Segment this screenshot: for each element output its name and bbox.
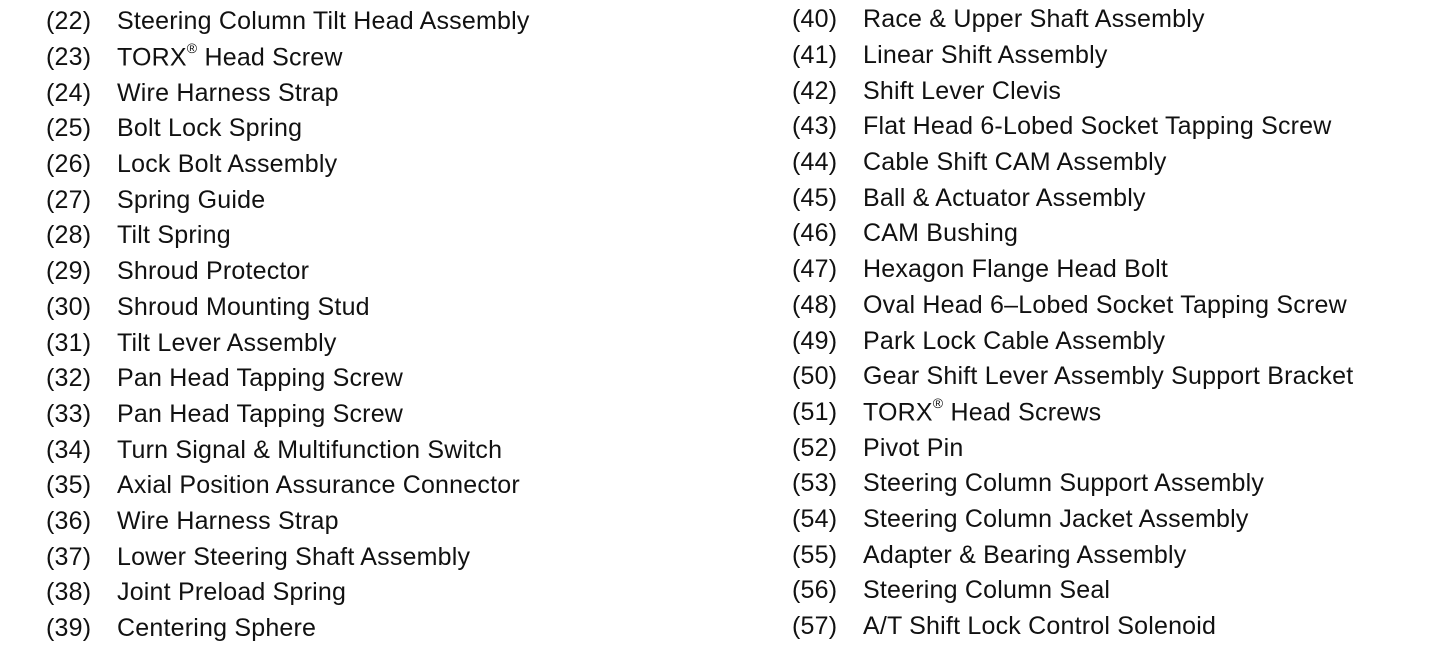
item-number: (44) <box>792 148 838 177</box>
item-label: Lock Bolt Assembly <box>117 150 338 179</box>
item-number: (42) <box>792 76 838 105</box>
item-number: (41) <box>792 41 838 70</box>
item-number: (35) <box>46 471 92 500</box>
item-number: (24) <box>46 78 92 107</box>
item-label: Wire Harness Strap <box>117 78 339 107</box>
item-number: (47) <box>792 255 838 284</box>
item-number: (52) <box>792 433 838 462</box>
item-number: (23) <box>46 43 92 72</box>
legend-item <box>46 218 746 254</box>
item-number: (34) <box>46 435 92 464</box>
item-number: (45) <box>792 183 838 212</box>
legend-item <box>46 111 746 147</box>
legend-item <box>46 361 746 397</box>
item-number: (40) <box>792 5 838 34</box>
item-label: Spring Guide <box>117 185 266 214</box>
legend-item <box>792 430 1452 466</box>
item-number: (46) <box>792 219 838 248</box>
parts-legend-right-column <box>792 2 1452 644</box>
legend-item <box>792 2 1452 38</box>
item-number: (53) <box>792 469 838 498</box>
item-label: Shift Lever Clevis <box>863 76 1062 105</box>
legend-item <box>46 397 746 433</box>
item-label: Lower Steering Shaft Assembly <box>117 542 471 571</box>
item-label: Park Lock Cable Assembly <box>863 326 1166 355</box>
legend-item <box>46 468 746 504</box>
item-number: (55) <box>792 540 838 569</box>
legend-item <box>792 73 1452 109</box>
legend-item <box>46 75 746 111</box>
item-number: (36) <box>46 506 92 535</box>
legend-item <box>792 502 1452 538</box>
item-label: Steering Column Seal <box>863 576 1111 605</box>
legend-item <box>46 611 746 646</box>
item-label: Pan Head Tapping Screw <box>117 364 404 393</box>
item-number: (37) <box>46 542 92 571</box>
parts-legend-left-column <box>46 4 746 646</box>
item-number: (25) <box>46 114 92 143</box>
item-label: Gear Shift Lever Assembly Support Bracket <box>863 362 1354 391</box>
legend-item <box>792 38 1452 74</box>
item-label: Pivot Pin <box>863 433 964 462</box>
legend-item <box>46 254 746 290</box>
item-label: Joint Preload Spring <box>117 578 347 607</box>
item-label: Race & Upper Shaft Assembly <box>863 5 1205 34</box>
legend-item <box>792 466 1452 502</box>
item-label: Linear Shift Assembly <box>863 41 1108 70</box>
item-number: (38) <box>46 578 92 607</box>
item-number: (51) <box>792 397 838 426</box>
item-number: (26) <box>46 150 92 179</box>
item-label: Pan Head Tapping Screw <box>117 399 404 428</box>
item-label: Shroud Protector <box>117 257 310 286</box>
legend-item <box>792 395 1452 431</box>
legend-item <box>46 182 746 218</box>
item-number: (49) <box>792 326 838 355</box>
legend-item <box>792 359 1452 395</box>
legend-item <box>792 252 1452 288</box>
item-number: (39) <box>46 614 92 643</box>
legend-item <box>792 109 1452 145</box>
legend-item <box>46 4 746 40</box>
item-label: Shroud Mounting Stud <box>117 292 370 321</box>
item-number: (30) <box>46 292 92 321</box>
item-label: TORX® Head Screw <box>117 40 343 72</box>
item-label: Cable Shift CAM Assembly <box>863 148 1167 177</box>
legend-item <box>46 575 746 611</box>
item-number: (31) <box>46 328 92 357</box>
item-label: Wire Harness Strap <box>117 506 339 535</box>
item-label: Flat Head 6-Lobed Socket Tapping Screw <box>863 112 1332 141</box>
legend-item <box>792 537 1452 573</box>
item-label: Tilt Lever Assembly <box>117 328 337 357</box>
item-number: (57) <box>792 612 838 641</box>
legend-item <box>46 147 746 183</box>
legend-item <box>792 323 1452 359</box>
item-label: Turn Signal & Multifunction Switch <box>117 435 503 464</box>
item-label: Steering Column Jacket Assembly <box>863 504 1249 533</box>
item-number: (50) <box>792 362 838 391</box>
legend-item <box>46 539 746 575</box>
item-label: Tilt Spring <box>117 221 231 250</box>
item-number: (29) <box>46 257 92 286</box>
item-label: Ball & Actuator Assembly <box>863 183 1146 212</box>
legend-item <box>46 504 746 540</box>
item-number: (22) <box>46 7 92 36</box>
item-label: A/T Shift Lock Control Solenoid <box>863 612 1217 641</box>
legend-item <box>792 288 1452 324</box>
item-number: (56) <box>792 576 838 605</box>
legend-item <box>46 40 746 76</box>
legend-item <box>792 216 1452 252</box>
item-label: Hexagon Flange Head Bolt <box>863 255 1168 284</box>
legend-item <box>46 325 746 361</box>
item-label: Adapter & Bearing Assembly <box>863 540 1187 569</box>
item-label: Steering Column Tilt Head Assembly <box>117 7 530 36</box>
item-number: (54) <box>792 504 838 533</box>
legend-item <box>46 432 746 468</box>
item-number: (27) <box>46 185 92 214</box>
legend-item <box>792 180 1452 216</box>
item-number: (48) <box>792 290 838 319</box>
legend-item <box>792 609 1452 645</box>
item-label: Centering Sphere <box>117 614 317 643</box>
item-label: CAM Bushing <box>863 219 1019 248</box>
legend-item <box>792 145 1452 181</box>
parts-legend <box>0 4 1456 644</box>
item-number: (33) <box>46 399 92 428</box>
legend-item <box>46 290 746 326</box>
item-label: Bolt Lock Spring <box>117 114 303 143</box>
legend-item <box>792 573 1452 609</box>
item-label: TORX® Head Screws <box>863 395 1102 427</box>
item-label: Oval Head 6–Lobed Socket Tapping Screw <box>863 290 1347 319</box>
item-label: Axial Position Assurance Connector <box>117 471 520 500</box>
item-number: (28) <box>46 221 92 250</box>
item-number: (43) <box>792 112 838 141</box>
item-label: Steering Column Support Assembly <box>863 469 1265 498</box>
item-number: (32) <box>46 364 92 393</box>
